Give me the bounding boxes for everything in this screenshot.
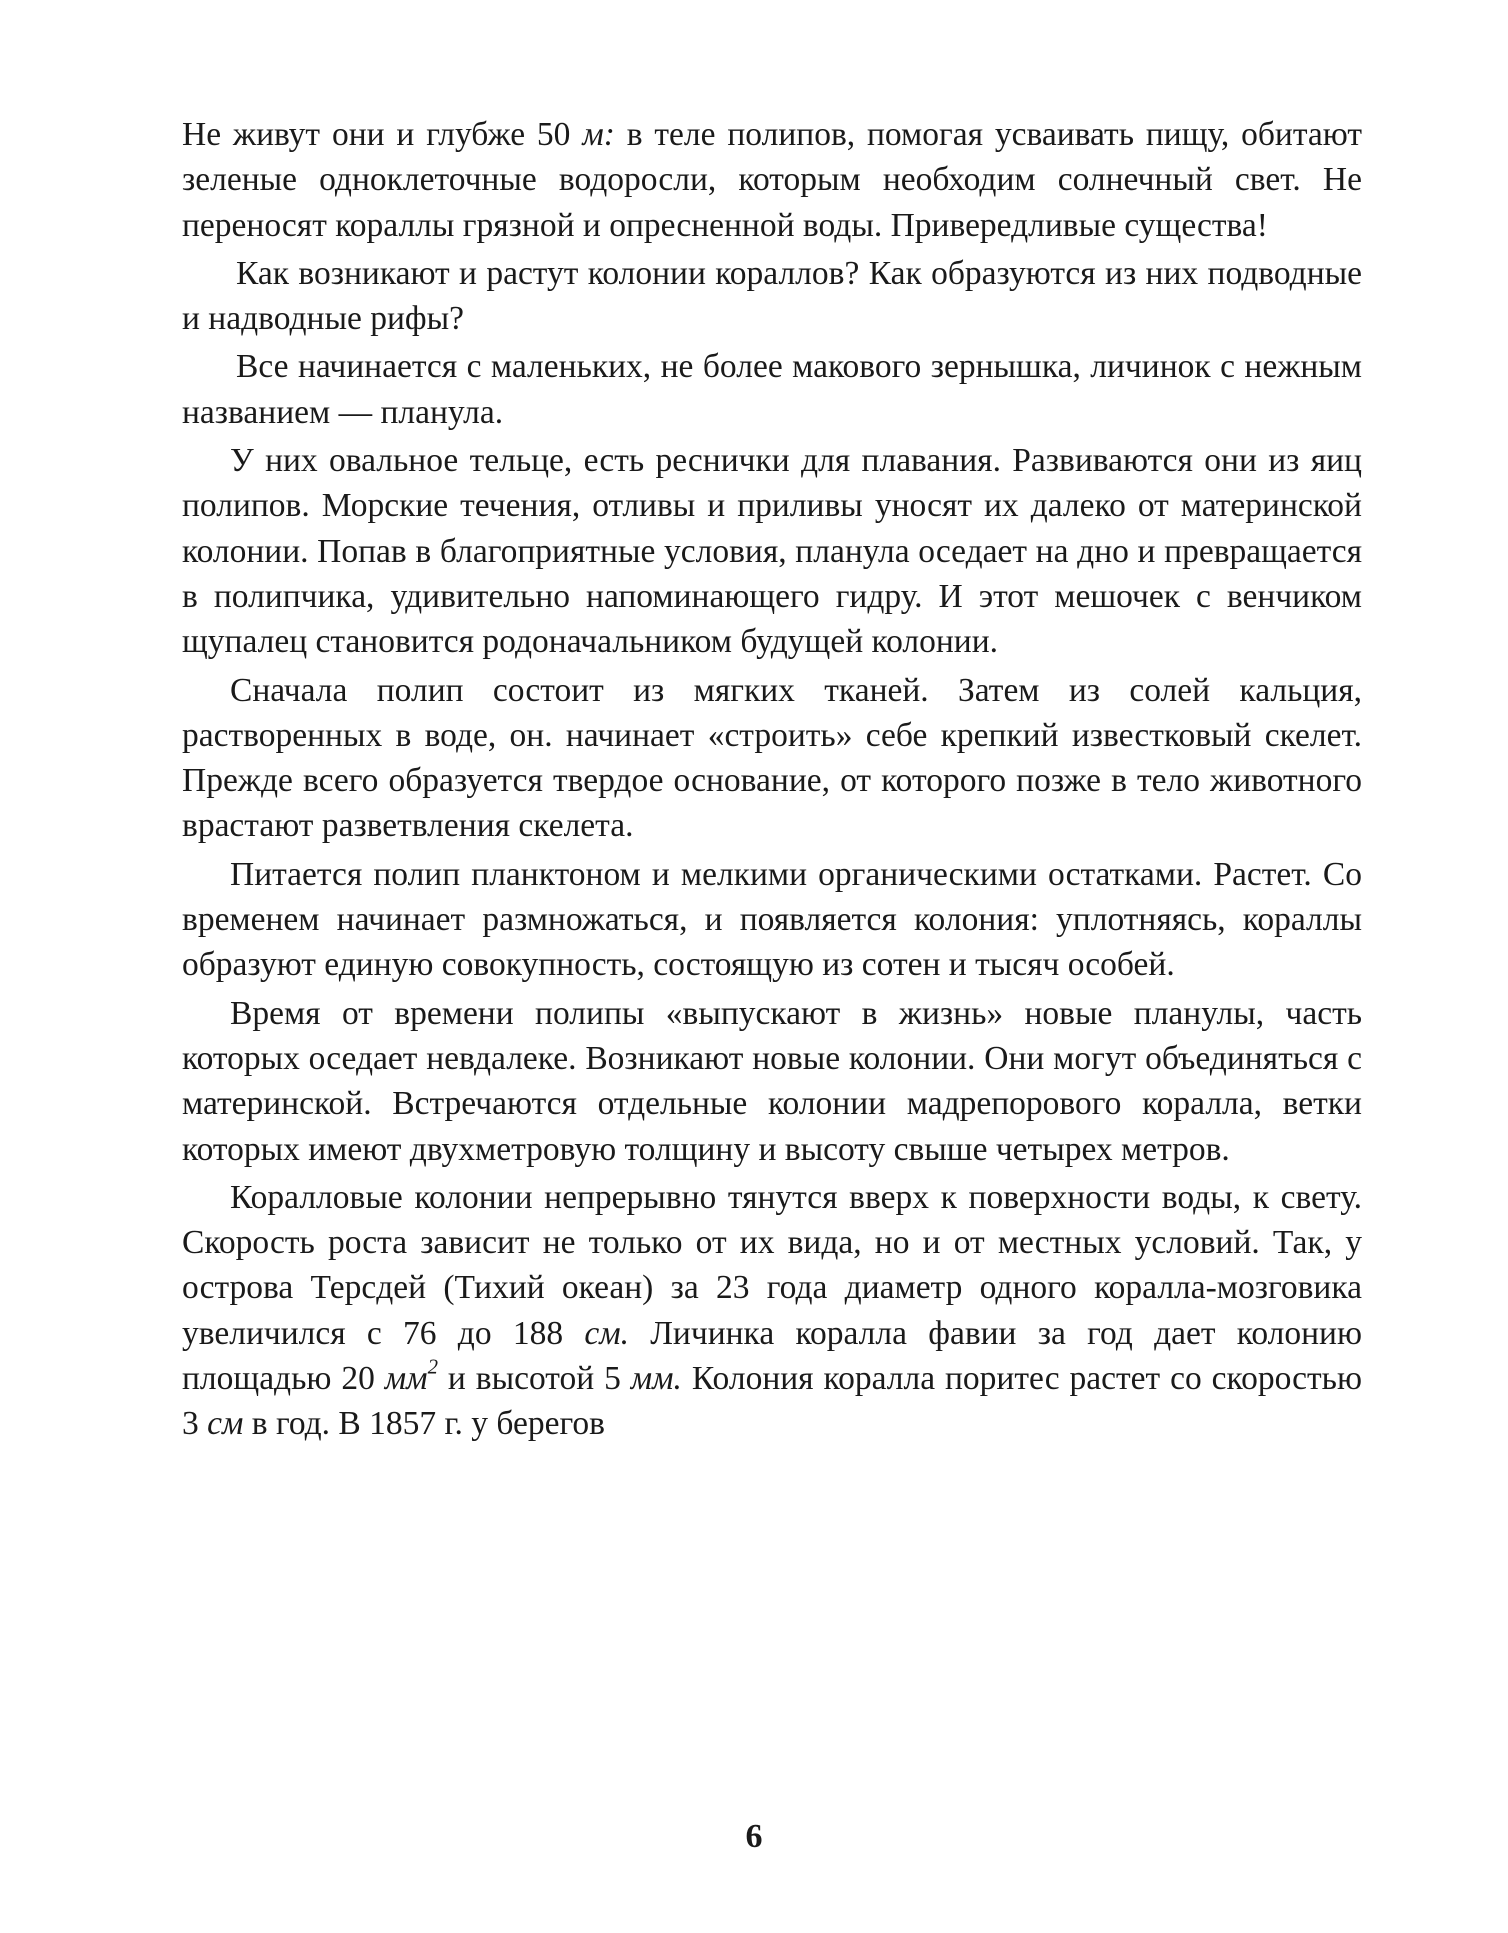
unit-italic: мм [384, 1360, 428, 1398]
paragraph-3: Все начинается с маленьких, не более макового зернышка, личинок с нежным названием — планула. [182, 348, 1362, 431]
text-run: в теле полипов, помогая усваивать пищу, обитают зеленые одноклеточные водоросли, которым необходим солнечный свет. Не переносят кораллы грязной и опресненной воды. Привередливые существа! [182, 116, 1362, 244]
paragraph-6: Питается полип планктоном и мелкими органическими остатками. Растет. Со временем начинает размножаться, и появляется колония: уплотняясь, кораллы образуют единую совокупность, состоящую из сотен и тысяч особей. [182, 855, 1362, 984]
paragraph-2: Как возникают и растут колонии кораллов? Как образуются из них подводные и надводные рифы? [182, 254, 1362, 338]
text-run: Личинка коралла фавии за год дает колонию площадью 20 [182, 1314, 1362, 1398]
text-run: в год. В 1857 г. у берегов [243, 1405, 605, 1443]
unit-italic: м: [582, 116, 615, 153]
unit-italic: см [207, 1405, 244, 1443]
paragraph-4: У них овальное тельце, есть реснички для плавания. Развиваются они из яиц полипов. Морские течения, отливы и приливы уносят их далеко от материнской колонии. Попав в благоприятные условия, планула оседает на дно и превращается в полипчика, удивительно напоминающего гидру. И этот мешочек с венчиком щупалец становится родоначальником будущей колонии. [182, 442, 1362, 661]
paragraph-8 [182, 1175, 1362, 1447]
paragraph-5: Сначала полип состоит из мягких тканей. Затем из солей кальция, растворенных в воде, он. начинает «строить» себе крепкий известковый скелет. Прежде всего образуется твердое основание, от которого позже в тело животного врастают разветвления скелета. [182, 671, 1362, 845]
unit-italic: мм. [630, 1360, 682, 1398]
paragraph-7: Время от времени полипы «выпускают в жизнь» новые планулы, часть которых оседает невдалеке. Возникают новые колонии. Они могут объединяться с материнской. Встречаются отдельные колонии мадрепорового коралла, ветки которых имеют двухметровую толщину и высоту свыше четырех метров. [182, 994, 1362, 1168]
unit-italic: см. [584, 1314, 629, 1352]
text-run: Коралловые колонии непрерывно тянутся вверх к поверхности воды, к свету. Скорость роста зависит не только от их вида, но и от местных условий. Так, у острова Терсдей (Тихий океан) за 23 года диаметр одного коралла-мозговика увеличился с 76 до 188 [182, 1178, 1362, 1352]
text-run: Не живут они и глубже 50 [182, 116, 583, 153]
text-run: и высотой 5 [437, 1360, 631, 1398]
superscript: 2 [427, 1355, 438, 1379]
paragraph-1 [182, 112, 1362, 248]
text-run: Колония коралла поритес растет со скоростью 3 [182, 1360, 1362, 1443]
document-body [182, 112, 1362, 1450]
page-number: 6 [745, 1818, 763, 1855]
